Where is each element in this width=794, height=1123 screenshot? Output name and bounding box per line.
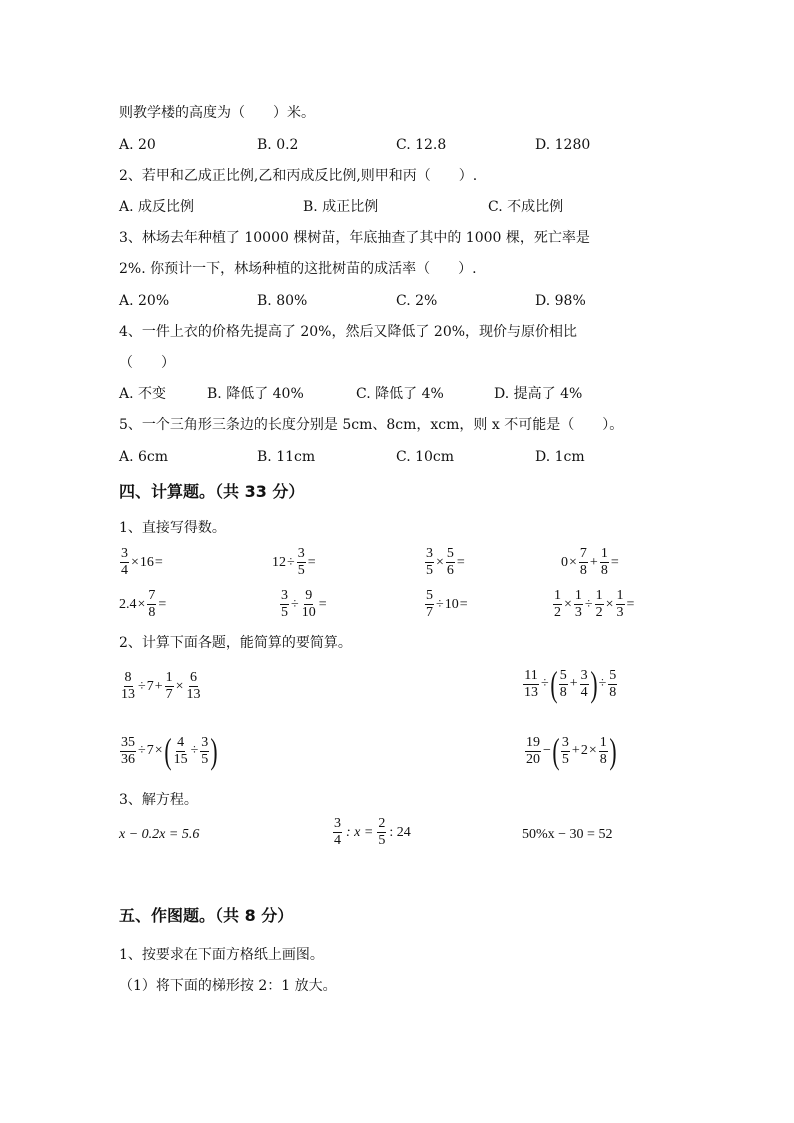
calc-expression-3: $\frac{35}{36}$ ÷ 7 × ( $\frac{4}{15}$ ÷ $\frac{3}{5}$ ) bbox=[121, 731, 218, 771]
option-d: D. 1280 bbox=[535, 137, 591, 153]
direct-calc-7: $\frac{5}{7}$ ÷ 10 = bbox=[426, 588, 468, 620]
fraction: $\frac{5}{8}$ bbox=[609, 667, 617, 700]
option-a: A. 20% bbox=[119, 293, 170, 309]
option-c: C. 10cm bbox=[396, 449, 455, 465]
question-4-stem-line1: 4、一件上衣的价格先提高了 20%，然后又降低了 20%，现价与原价相比 bbox=[119, 324, 578, 340]
question-2-stem: 2、若甲和乙成正比例,乙和丙成反比例,则甲和丙（ ）. bbox=[119, 168, 478, 184]
part-1-title: 1、直接写得数。 bbox=[119, 520, 226, 536]
fraction: $\frac{6}{13}$ bbox=[186, 670, 201, 702]
direct-calc-5: 2.4 × $\frac{7}{8}$ = bbox=[119, 588, 167, 620]
fraction: $\frac{3}{5}$ bbox=[561, 734, 569, 767]
fraction: $\frac{3}{4}$ bbox=[334, 816, 341, 848]
fraction: $\frac{19}{20}$ bbox=[526, 734, 540, 767]
part-1-title: 1、按要求在下面方格纸上画图。 bbox=[119, 947, 324, 963]
part-3-title: 3、解方程。 bbox=[119, 792, 198, 808]
fraction: $\frac{1}{3}$ bbox=[616, 588, 624, 620]
fraction: $\frac{7}{8}$ bbox=[148, 588, 156, 620]
question-5-stem: 5、一个三角形三条边的长度分别是 5cm、8cm，xcm，则 x 不可能是（ ）。 bbox=[119, 417, 624, 433]
fraction: $\frac{1}{7}$ bbox=[165, 670, 173, 702]
direct-calc-1: $\frac{3}{4}$ × 16 = bbox=[121, 546, 163, 578]
direct-calc-6: $\frac{3}{5}$ ÷ $\frac{9}{10}$ = bbox=[281, 588, 327, 620]
section-4-title: 四、计算题。（共 33 分） bbox=[119, 482, 305, 501]
fraction: $\frac{1}{2}$ bbox=[554, 588, 561, 620]
equation-2: $\frac{3}{4}$ : x = $\frac{2}{5}$ : 24 bbox=[334, 816, 411, 848]
question-3-stem-line2: 2%. 你预计一下，林场种植的这批树苗的成活率（ ）. bbox=[119, 261, 477, 277]
option-d: D. 提高了 4% bbox=[494, 386, 583, 402]
fraction: $\frac{3}{4}$ bbox=[121, 546, 128, 578]
option-b: B. 80% bbox=[257, 293, 308, 309]
part-2-title: 2、计算下面各题，能简算的要简算。 bbox=[119, 635, 352, 651]
option-a: A. 不变 bbox=[119, 386, 167, 402]
option-b: B. 11cm bbox=[257, 449, 316, 465]
part-1-subtitle: （1）将下面的梯形按 2：1 放大。 bbox=[119, 978, 337, 994]
fraction: $\frac{1}{8}$ bbox=[600, 546, 608, 578]
option-b: B. 成正比例 bbox=[303, 199, 379, 215]
fraction: $\frac{1}{8}$ bbox=[599, 734, 607, 767]
option-a: A. 20 bbox=[119, 137, 156, 153]
option-c: C. 降低了 4% bbox=[356, 386, 444, 402]
calc-expression-1: $\frac{8}{13}$ ÷ 7 + $\frac{1}{7}$ × $\frac{6}{13}$ bbox=[121, 670, 201, 702]
option-c: C. 2% bbox=[396, 293, 438, 309]
fraction: $\frac{11}{13}$ bbox=[524, 667, 538, 700]
fraction: $\frac{7}{8}$ bbox=[579, 546, 587, 578]
fraction: $\frac{5}{7}$ bbox=[426, 588, 433, 620]
fraction: $\frac{3}{5}$ bbox=[297, 546, 305, 578]
question-stem: 则教学楼的高度为（ ）米。 bbox=[119, 105, 315, 121]
fraction: $\frac{4}{15}$ bbox=[173, 734, 188, 767]
fraction: $\frac{3}{4}$ bbox=[580, 667, 588, 700]
direct-calc-3: $\frac{3}{5}$ × $\frac{5}{6}$ = bbox=[426, 546, 465, 578]
option-d: D. 98% bbox=[535, 293, 586, 309]
fraction: $\frac{35}{36}$ bbox=[121, 734, 135, 767]
fraction: $\frac{1}{3}$ bbox=[574, 588, 582, 620]
fraction: $\frac{9}{10}$ bbox=[301, 588, 316, 620]
fraction: $\frac{3}{5}$ bbox=[426, 546, 433, 578]
direct-calc-4: 0 × $\frac{7}{8}$ + $\frac{1}{8}$ = bbox=[561, 546, 619, 578]
fraction: $\frac{5}{6}$ bbox=[446, 546, 454, 578]
fraction: $\frac{5}{8}$ bbox=[559, 667, 567, 700]
option-a: A. 成反比例 bbox=[119, 199, 195, 215]
question-3-stem-line1: 3、林场去年种植了 10000 棵树苗，年底抽查了其中的 1000 棵，死亡率是 bbox=[119, 230, 590, 246]
calc-expression-2: $\frac{11}{13}$ ÷ ( $\frac{5}{8}$ + $\frac{3}{4}$ ) ÷ $\frac{5}{8}$ bbox=[524, 664, 617, 704]
option-c: C. 不成比例 bbox=[488, 199, 564, 215]
fraction: $\frac{3}{5}$ bbox=[201, 734, 209, 767]
option-b: B. 0.2 bbox=[257, 137, 299, 153]
fraction: $\frac{2}{5}$ bbox=[378, 816, 386, 848]
fraction: $\frac{8}{13}$ bbox=[121, 670, 135, 702]
equation-3: 50%x − 30 = 52 bbox=[522, 827, 613, 842]
fraction: $\frac{3}{5}$ bbox=[281, 588, 288, 620]
section-5-title: 五、作图题。（共 8 分） bbox=[119, 906, 294, 925]
fraction: $\frac{1}{2}$ bbox=[595, 588, 603, 620]
option-b: B. 降低了 40% bbox=[207, 386, 304, 402]
direct-calc-2: 12 ÷ $\frac{3}{5}$ = bbox=[272, 546, 316, 578]
equation-1: x − 0.2x = 5.6 bbox=[119, 827, 200, 842]
question-4-stem-line2: （ ） bbox=[119, 355, 175, 371]
option-d: D. 1cm bbox=[535, 449, 585, 465]
option-a: A. 6cm bbox=[119, 449, 169, 465]
option-c: C. 12.8 bbox=[396, 137, 447, 153]
calc-expression-4: $\frac{19}{20}$ − ( $\frac{3}{5}$ + 2 × $\frac{1}{8}$ ) bbox=[526, 731, 617, 771]
direct-calc-8: $\frac{1}{2}$ × $\frac{1}{3}$ ÷ $\frac{1}{2}$ × $\frac{1}{3}$ = bbox=[554, 588, 635, 620]
